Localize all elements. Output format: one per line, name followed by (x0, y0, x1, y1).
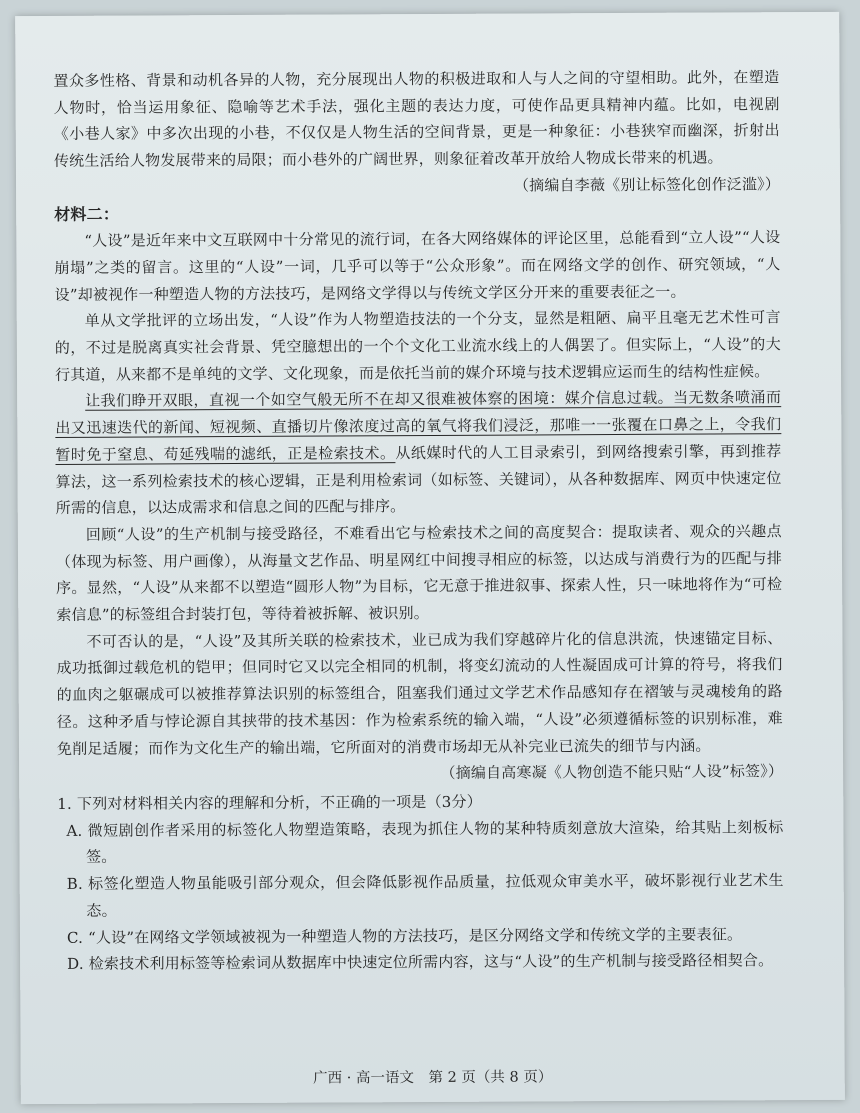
option-b: B. 标签化塑造人物虽能吸引部分观众，但会降低影视作品质量，拉低观众审美水平，破坏影视行业艺术生态。 (66, 871, 784, 920)
material2-heading: 材料二： (54, 204, 120, 224)
material2-paragraph-3 (55, 385, 782, 522)
material2-paragraph-1: “人设”是近年来中文互联网中十分常见的流行词，在各大网络媒体的评论区里，总能看到“立人设”“人设崩塌”之类的留言。这里的“人设”一词，几乎可以等于“公众形象”。而在网络文学的创作、研究领域，“人设”却被视作一种塑造人物的方法技巧，是网络文学得以与传统文学区分开来的重要表征之一。 (54, 228, 781, 304)
question-stem: 1. 下列对材料相关内容的理解和分析，不正确的一项是（3分） (57, 792, 482, 813)
material2-paragraph-5: 不可否认的是，“人设”及其所关联的检索技术，业已成为我们穿越碎片化的信息洪流，快速锚定目标、成功抵御过载危机的铠甲；但同时它又以完全相同的机制，将变幻流动的人性凝固成可计算的符号，将我们的血肉之躯碾成可以被推荐算法识别的标签组合，阻塞我们通过文学艺术作品感知存在褶皱与灵魂棱角的路径。这种矛盾与悖论源自其挟带的技术基因：作为检索系统的输入端，“人设”必须遵循标签的识别标准，难免削足适履；而作为文化生产的输出端，它所面对的消费市场却无从补完业已流失的细节与内涵。 (56, 628, 783, 758)
page-footer: 广西 · 高一语文 第 2 页（共 8 页） (313, 1069, 553, 1087)
material2-paragraph-4: 回顾“人设”的生产机制与接受路径，不难看出它与检索技术之间的高度契合：提取读者、观众的兴趣点（体现为标签、用户画像），从海量文艺作品、明星网红中间搜寻相应的标签，以达成与消费行为的匹配与排序。显然，“人设”从来都不以塑造“圆形人物”为目标，它无意于推进叙事、探索人性，只一味地将作为“可检索信息”的标签组合封装打包，等待着被拆解、被识别。 (55, 522, 783, 625)
source-citation-1: （摘编自李薇《别让标签化创作泛滥》） (513, 174, 781, 195)
source-citation-2: （摘编自高寒凝《人物创造不能只贴“人设”标签》） (440, 762, 784, 783)
option-a: A. 微短剧创作者采用的标签化人物塑造策略，表现为抓住人物的某种特质刻意放大渲染，给其贴上刻板标签。 (66, 817, 784, 867)
exam-page (15, 12, 845, 1104)
material1-tail: 置众多性格、背景和动机各异的人物，充分展现出人物的积极进取和人与人之间的守望相助。此外，在塑造人物时，恰当运用象征、隐喻等艺术手法，强化主题的表达力度，可使作品更具精神内蕴。比如，电视剧《小巷人家》中多次出现的小巷，不仅仅是人物生活的空间背景，更是一种象征：小巷狭窄而幽深，折射出传统生活给人物发展带来的局限；而小巷外的广阔世界，则象征着改革开放给人物成长带来的机遇。 (53, 68, 780, 171)
option-d: D. 检索技术利用标签等检索词从数据库中快速定位所需内容，这与“人设”的生产机制与接受路径相契合。 (67, 951, 774, 974)
option-c: C. “人设”在网络文学领域被视为一种塑造人物的方法技巧，是区分网络文学和传统文学的主要表征。 (66, 924, 743, 947)
paragraph-3-rest: 从纸媒时代的人工目录索引，到网络搜索引擎，再到推荐算法，这一系列检索技术的核心逻辑，正是利用检索词（如标签、关键词），从各种数据库、网页中快速定位所需的信息，以达成需求和信息之间的匹配与排序。 (55, 442, 782, 518)
material2-paragraph-2: 单从文学批评的立场出发，“人设”作为人物塑造技法的一个分支，显然是粗陋、扁平且毫无艺术性可言的，不过是脱离真实社会背景、凭空臆想出的一个个文化工业流水线上的人偶罢了。但实际上，“人设”的大行其道，从来都不是单纯的文学、文化现象，而是依托当前的媒介环境与技术逻辑应运而生的结构性症候。 (54, 308, 781, 384)
page-content (53, 64, 784, 978)
underlined-sentence: 让我们睁开双眼，直视一个如空气般无所不在却又很难被体察的困境：媒介信息过载。当无数条喷涌而出又迅速迭代的新闻、短视频、直播切片像浓度过高的氧气将我们浸泛，那唯一一张覆在口鼻之上，令我们暂时免于窒息、苟延残喘的滤纸，正是检索技术。 (55, 388, 782, 464)
